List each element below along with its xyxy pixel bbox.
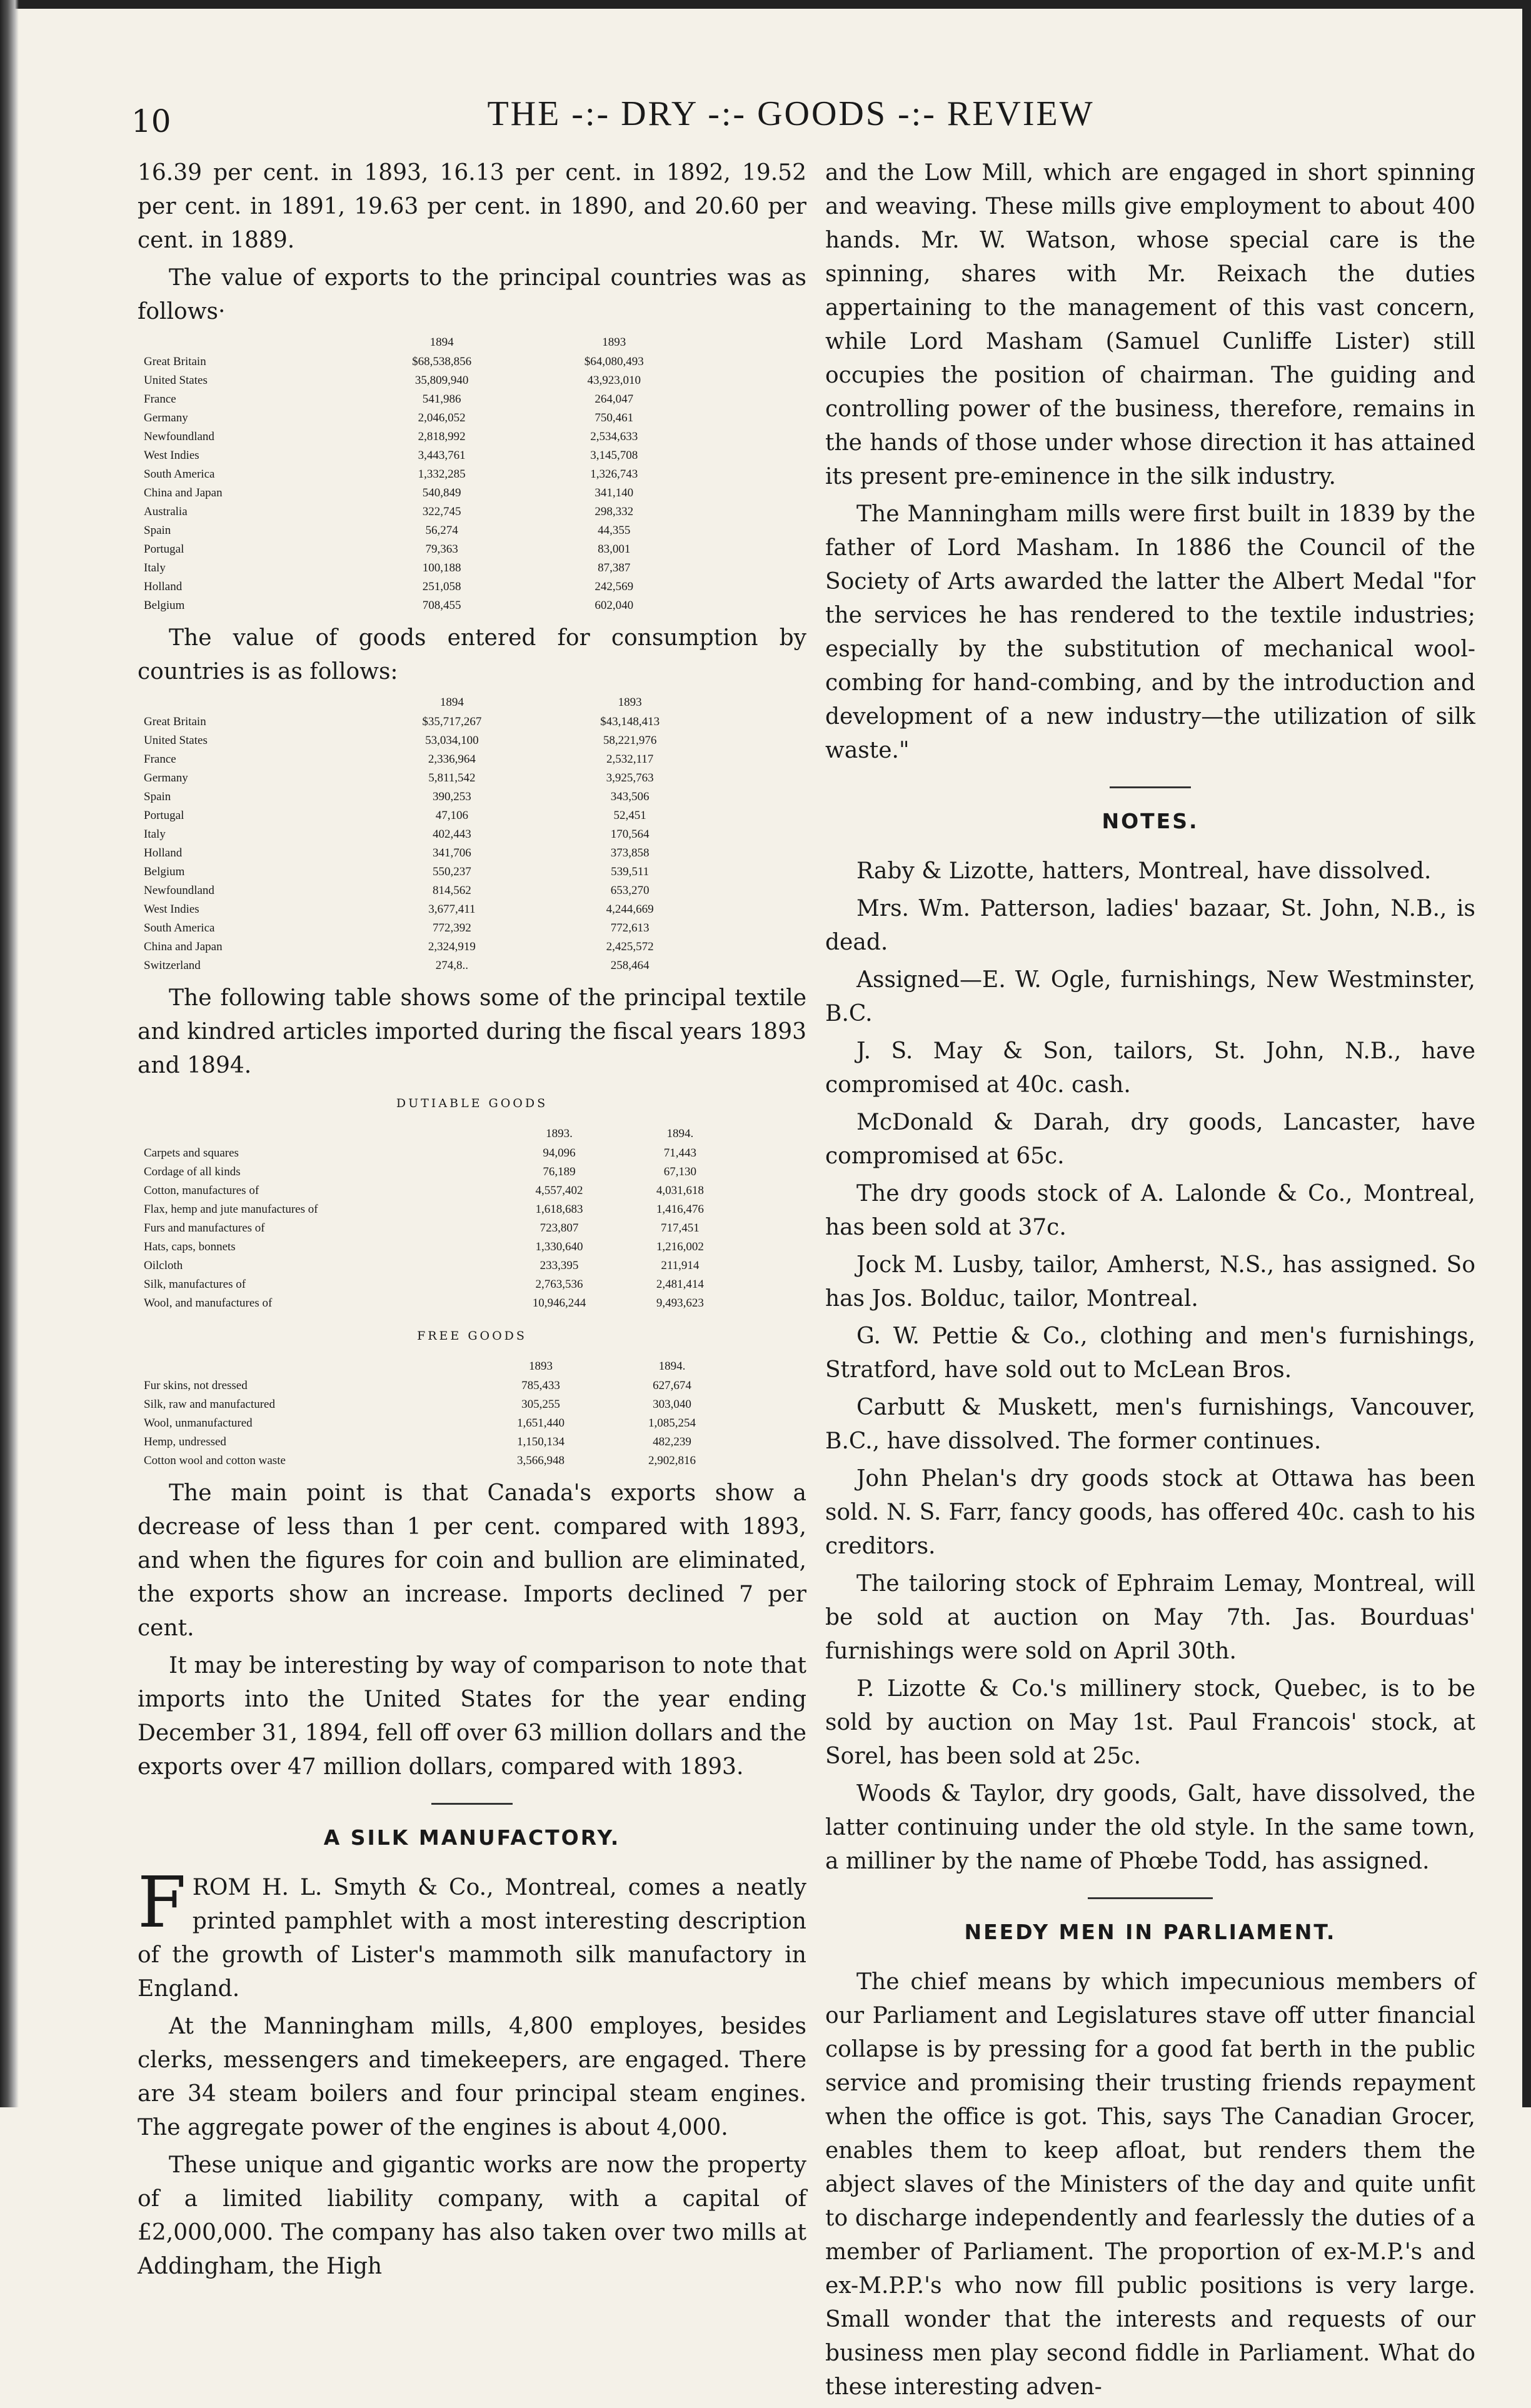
exports-table: 1894 1893 Great Britain $68,538,856 $64,080,493 United States 35,809,940 43,923,010 France 541,986 264,047 Germany 2,046,052 750,461 Newfoundland 2,818,992 2,534,633 West Indies 3,443,761 3,145,708 South America 1,332,285 1,326,743 China and Japan 540,849 341,140 Australia 322,745 298,332 Spain 56,274 44,355 Portugal 79,363 83,001 Italy 100,188 87,387 Holland 251,058 242,569 Belgium 708,455 602,040 [138,333,700,615]
row-label: France [144,393,176,406]
row-value: 242,569 [595,580,634,593]
row-value: $64,080,493 [584,355,644,368]
table-row [138,409,700,428]
note-item: The dry goods stock of A. Lalonde & Co., Montreal, has been sold at 37c. [825,1181,1475,1240]
row-label: Flax, hemp and jute manufactures of [144,1203,318,1216]
silk-section-title: A SILK MANUFACTORY. [323,1825,621,1850]
row-value: 1,150,134 [517,1435,565,1448]
row-value: 233,395 [540,1259,579,1272]
row-value: 305,255 [521,1398,560,1411]
scan-left-edge [0,0,19,2107]
row-label: Silk, raw and manufactured [144,1398,275,1411]
exports-table-body [138,353,700,615]
note-item: John Phelan's dry goods stock at Ottawa has been sold. N. S. Farr, fancy goods, has offered 40c. cash to his creditors. [825,1466,1475,1559]
drop-cap: F [138,1862,186,1944]
paragraph: The following table shows some of the principal textile and kindred articles imported during the fiscal years 1893 and 1894. [138,985,806,1078]
row-label: West Indies [144,449,199,462]
section-divider [1110,786,1191,788]
row-value: 341,140 [595,486,634,499]
row-label: Australia [144,505,188,518]
table-row [138,900,719,919]
row-label: Fur skins, not dressed [144,1379,248,1392]
row-label: Hemp, undressed [144,1435,226,1448]
table-row [138,731,719,750]
needy-section-title: NEEDY MEN IN PARLIAMENT. [964,1920,1337,1944]
consumption-table-body [138,713,719,975]
row-value: 1,651,440 [517,1417,565,1430]
row-value: 58,221,976 [603,734,657,747]
row-label: Hats, caps, bonnets [144,1240,236,1253]
row-value: 2,481,414 [656,1278,704,1291]
table-row [138,1294,738,1313]
row-label: Cotton, manufactures of [144,1184,259,1197]
row-value: 2,763,536 [535,1278,583,1291]
row-value: 2,532,117 [606,753,654,766]
note-item: McDonald & Darah, dry goods, Lancaster, have compromised at 65c. [825,1110,1475,1169]
page-number: 10 [131,103,171,139]
row-value: 100,188 [422,561,461,574]
section-divider [1088,1897,1213,1899]
row-value: 44,355 [598,524,631,537]
row-value: 43,923,010 [587,374,641,387]
table-row [138,881,719,900]
row-label: United States [144,374,208,387]
row-label: Newfoundland [144,430,214,443]
free-goods-table: 1893 1894. Fur skins, not dressed 785,433 627,674 Silk, raw and manufactured 305,255 303,040 Wool, unmanufactured 1,651,440 1,085,254 Hemp, undressed 1,150,134 482,239 Cotton wool and cotton waste 3,566,948 2,902,816 [138,1357,738,1470]
free-goods-table-body [138,1377,738,1470]
table-row [138,390,700,409]
row-label: South America [144,921,215,935]
row-value: 3,925,763 [606,771,654,785]
row-label: Italy [144,561,166,574]
row-value: 322,745 [422,505,461,518]
row-value: 1,330,640 [535,1240,583,1253]
paragraph: The value of exports to the principal countries was as follows· [138,265,806,324]
dutiable-heading: DUTIABLE GOODS [396,1096,548,1110]
table-row [138,863,719,881]
note-item: The tailoring stock of Ephraim Lemay, Montreal, will be sold at auction on May 7th. Jas. Bourduas' furnishings were sold on April 30th. [825,1571,1475,1664]
dutiable-table: 1893. 1894. Carpets and squares 94,096 71,443 Cordage of all kinds 76,189 67,130 Cotton, manufactures of 4,557,402 4,031,618 Flax, hemp and jute manufactures of 1,618,683 1,416,476 Furs and manufactures of 723,807 717,451 Hats, caps, bonnets 1,330,640 1,216,002 Oilcloth 233,395 211,914 Silk, manufactures of 2,763,536 2,481,414 Wool, and manufactures of 10,946,244 9,493,623 [138,1124,738,1313]
row-label: Spain [144,790,171,803]
note-item: Assigned—E. W. Ogle, furnishings, New Westminster, B.C. [825,967,1475,1026]
table-row [138,713,719,731]
row-label: Silk, manufactures of [144,1278,246,1291]
row-value: 258,464 [610,959,650,972]
row-value: 2,324,919 [428,940,476,953]
row-label: West Indies [144,903,199,916]
row-value: $35,717,267 [422,715,482,728]
table-row [138,353,700,371]
table-row [138,750,719,769]
row-label: Wool, and manufactures of [144,1297,273,1310]
table-row [138,428,700,446]
paragraph: These unique and gigantic works are now the property of a limited liability company, with a capital of £2,000,000. The company has also taken over two mills at Addingham, the High [138,2152,806,2279]
row-value: 373,858 [610,846,650,860]
row-label: Carpets and squares [144,1146,239,1160]
table-row [138,465,700,484]
row-label: Newfoundland [144,884,214,897]
table-row [138,1452,738,1470]
row-value: 71,443 [663,1146,696,1160]
row-value: 264,047 [595,393,634,406]
table-row [138,788,719,806]
table-row [138,503,700,521]
table-row [138,1144,738,1163]
paragraph: and the Low Mill, which are engaged in short spinning and weaving. These mills give employment to about 400 hands. Mr. W. Watson, whose special care is the spinning, shares with Mr. Reixach the duties appertaining to the management of this vast concern, while Lord Masham (Samuel Cunliffe Lister) still occupies the position of chairman. The guiding and controlling power of the business, therefore, remains in the hands of those under whose direction it has attained its present pre-eminence in the silk industry. [825,160,1475,489]
row-label: China and Japan [144,940,223,953]
page-header [125,94,1457,144]
row-value: 4,557,402 [535,1184,583,1197]
paragraph: The chief means by which impecunious members of our Parliament and Legislatures stave off utter financial collapse is by pressing for a good fat berth in the public service and promising their trusting friends repayment when the office is got. This, says The Canadian Grocer, enables them to keep afloat, but renders them the abject slaves of the Ministers of the day and quite unfit to discharge independently and fearlessly the duties of a member of Parliament. The proportion of ex-M.P.'s and ex-M.P.P.'s who now fill public positions is very large. Small wonder that the interests and requests of our business men play second fiddle in Parliament. What do these interesting adven- [825,1969,1475,2400]
note-item: Woods & Taylor, dry goods, Galt, have dissolved, the latter continuing under the old style. In the same town, a milliner by the name of Phœbe Todd, has assigned. [825,1781,1475,1874]
note-item: G. W. Pettie & Co., clothing and men's furnishings, Stratford, have sold out to McLean Bros. [825,1323,1475,1383]
note-item: Raby & Lizotte, hatters, Montreal, have dissolved. [856,858,1432,884]
table-row [138,844,719,863]
note-item: Mrs. Wm. Patterson, ladies' bazaar, St. John, N.B., is dead. [825,896,1475,955]
row-value: 10,946,244 [532,1297,586,1310]
row-value: 402,443 [432,828,471,841]
row-value: 4,244,669 [606,903,654,916]
row-value: 170,564 [610,828,650,841]
row-value: 2,336,964 [428,753,476,766]
paragraph: At the Manningham mills, 4,800 employes, besides clerks, messengers and timekeepers, are engaged. There are 34 steam boilers and four principal steam engines. The aggregate power of the engines is about 4,000. [138,2014,806,2140]
free-heading: FREE GOODS [417,1329,527,1343]
section-divider [431,1803,513,1805]
row-value: 627,674 [653,1379,691,1392]
row-label: Portugal [144,543,184,556]
note-item: Carbutt & Muskett, men's furnishings, Vancouver, B.C., have dissolved. The former continues. [825,1395,1475,1454]
row-value: 750,461 [595,411,634,424]
row-value: 53,034,100 [425,734,479,747]
row-label: Cordage of all kinds [144,1165,241,1178]
row-label: Belgium [144,599,185,612]
table-row [138,578,700,596]
table-row [138,956,719,975]
row-label: Furs and manufactures of [144,1222,265,1235]
row-value: 1,326,743 [590,468,638,481]
row-label: Great Britain [144,715,206,728]
table-row [138,559,700,578]
table-row [138,521,700,540]
row-value: 2,046,052 [418,411,466,424]
row-value: 550,237 [432,865,471,878]
scan-top-edge [0,0,1531,9]
consumption-table: 1894 1893 Great Britain $35,717,267 $43,148,413 United States 53,034,100 58,221,976 France 2,336,964 2,532,117 Germany 5,811,542 3,925,763 Spain 390,253 343,506 Portugal 47,106 52,451 Italy 402,443 170,564 Holland 341,706 373,858 Belgium 550,237 539,511 Newfoundland 814,562 653,270 West Indies 3,677,411 4,244,669 South America 772,392 772,613 China and Japan 2,324,919 2,425,572 Switzerland 274,8.. 258,464 [138,693,719,975]
row-value: 251,058 [422,580,461,593]
row-value: 540,849 [422,486,461,499]
row-value: 1,618,683 [535,1203,583,1216]
row-value: 79,363 [425,543,458,556]
note-item: J. S. May & Son, tailors, St. John, N.B., have compromised at 40c. cash. [825,1038,1475,1098]
paragraph: It may be interesting by way of comparison to note that imports into the United States for the year ending December 31, 1894, fell off over 63 million dollars and the exports over 47 million dollars, compared with 1893. [138,1653,806,1780]
row-label: Portugal [144,809,184,822]
row-value: 772,613 [610,921,650,935]
note-item: Jock M. Lusby, tailor, Amherst, N.S., has assigned. So has Jos. Bolduc, tailor, Montreal. [825,1252,1475,1312]
row-value: 1,216,002 [656,1240,704,1253]
table-row [138,919,719,938]
table-row [138,540,700,559]
row-value: 343,506 [610,790,650,803]
row-value: 602,040 [595,599,634,612]
table-row [138,446,700,465]
row-value: 1,416,476 [656,1203,704,1216]
row-value: 653,270 [610,884,650,897]
row-label: Germany [144,411,188,424]
table-row [138,825,719,844]
table-row [138,769,719,788]
table-row [138,1433,738,1452]
notes-list [825,855,1475,1879]
running-title: THE -:- DRY -:- GOODS -:- REVIEW [487,94,1095,133]
row-value: 2,425,572 [606,940,654,953]
table-row [138,1414,738,1433]
row-value: 3,145,708 [590,449,638,462]
row-value: 390,253 [432,790,471,803]
row-value: 341,706 [432,846,471,860]
paragraph: The main point is that Canada's exports show a decrease of less than 1 per cent. compared with 1893, and when the figures for coin and bullion are eliminated, the exports show an increase. Imports declined 7 per cent. [138,1480,806,1641]
row-value: 2,902,816 [648,1454,696,1467]
row-value: 717,451 [660,1222,700,1235]
left-column [138,156,806,2287]
row-value: 56,274 [425,524,458,537]
row-label: Holland [144,846,183,860]
row-value: 87,387 [598,561,631,574]
paragraph: The Manningham mills were first built in 1839 by the father of Lord Masham. In 1886 the Council of the Society of Arts awarded the latter the Albert Medal "for the services he has rendered to the textile industries; especially by the substitution of mechanical wool-combing for hand-combing, and by the introduction and development of a new industry—the utilization of silk waste." [825,501,1475,763]
row-value: 2,534,633 [590,430,638,443]
table-row [138,1275,738,1294]
row-value: $68,538,856 [412,355,472,368]
row-value: $43,148,413 [600,715,660,728]
paragraph: FROM H. L. Smyth & Co., Montreal, comes a neatly printed pamphlet with a most interesting description of the growth of Lister's mammoth silk manufactory in England. [138,1862,806,2002]
row-value: 211,914 [661,1259,700,1272]
row-value: 2,818,992 [418,430,466,443]
row-label: Great Britain [144,355,206,368]
table-row [138,484,700,503]
row-value: 274,8.. [435,959,468,972]
row-label: France [144,753,176,766]
row-label: Holland [144,580,183,593]
row-value: 3,566,948 [517,1454,565,1467]
scan-right-edge [1522,0,1531,2107]
row-label: Wool, unmanufactured [144,1417,253,1430]
table-row [138,938,719,956]
row-value: 94,096 [543,1146,576,1160]
notes-section-title: NOTES. [1102,809,1199,833]
row-value: 303,040 [653,1398,691,1411]
row-value: 52,451 [613,809,646,822]
table-row [138,1238,738,1257]
row-label: Oilcloth [144,1259,183,1272]
row-label: Switzerland [144,959,201,972]
row-value: 76,189 [543,1165,576,1178]
row-value: 47,106 [435,809,468,822]
row-value: 814,562 [432,884,471,897]
row-value: 708,455 [422,599,461,612]
row-value: 83,001 [598,543,631,556]
table-row [138,1395,738,1414]
row-value: 5,811,542 [428,771,476,785]
row-value: 298,332 [595,505,634,518]
row-value: 9,493,623 [656,1297,704,1310]
table-row [138,1163,738,1181]
row-value: 1,085,254 [648,1417,696,1430]
table-row [138,1219,738,1238]
row-label: Italy [144,828,166,841]
row-value: 785,433 [521,1379,560,1392]
dutiable-table-body [138,1144,738,1313]
table-row [138,596,700,615]
right-column [825,156,1475,2408]
paragraph: 16.39 per cent. in 1893, 16.13 per cent. in 1892, 19.52 per cent. in 1891, 19.63 per cent. in 1890, and 20.60 per cent. in 1889. [138,160,806,253]
row-label: Cotton wool and cotton waste [144,1454,286,1467]
row-label: United States [144,734,208,747]
table-row [138,371,700,390]
row-value: 67,130 [663,1165,696,1178]
table-row [138,806,719,825]
row-value: 539,511 [611,865,650,878]
row-value: 3,677,411 [428,903,476,916]
row-value: 541,986 [422,393,461,406]
row-label: South America [144,468,215,481]
row-label: Belgium [144,865,185,878]
row-value: 1,332,285 [418,468,466,481]
row-value: 723,807 [540,1222,579,1235]
row-label: Germany [144,771,188,785]
note-item: P. Lizotte & Co.'s millinery stock, Quebec, is to be sold by auction on May 1st. Paul Francois' stock, at Sorel, has been sold at 25c. [825,1676,1475,1769]
row-label: Spain [144,524,171,537]
row-label: China and Japan [144,486,223,499]
table-row [138,1257,738,1275]
paragraph: The value of goods entered for consumption by countries is as follows: [138,625,806,685]
row-value: 35,809,940 [414,374,469,387]
row-value: 482,239 [653,1435,691,1448]
row-value: 772,392 [432,921,471,935]
row-value: 4,031,618 [656,1184,704,1197]
row-value: 3,443,761 [418,449,466,462]
table-row [138,1181,738,1200]
table-row [138,1200,738,1219]
table-row [138,1377,738,1395]
